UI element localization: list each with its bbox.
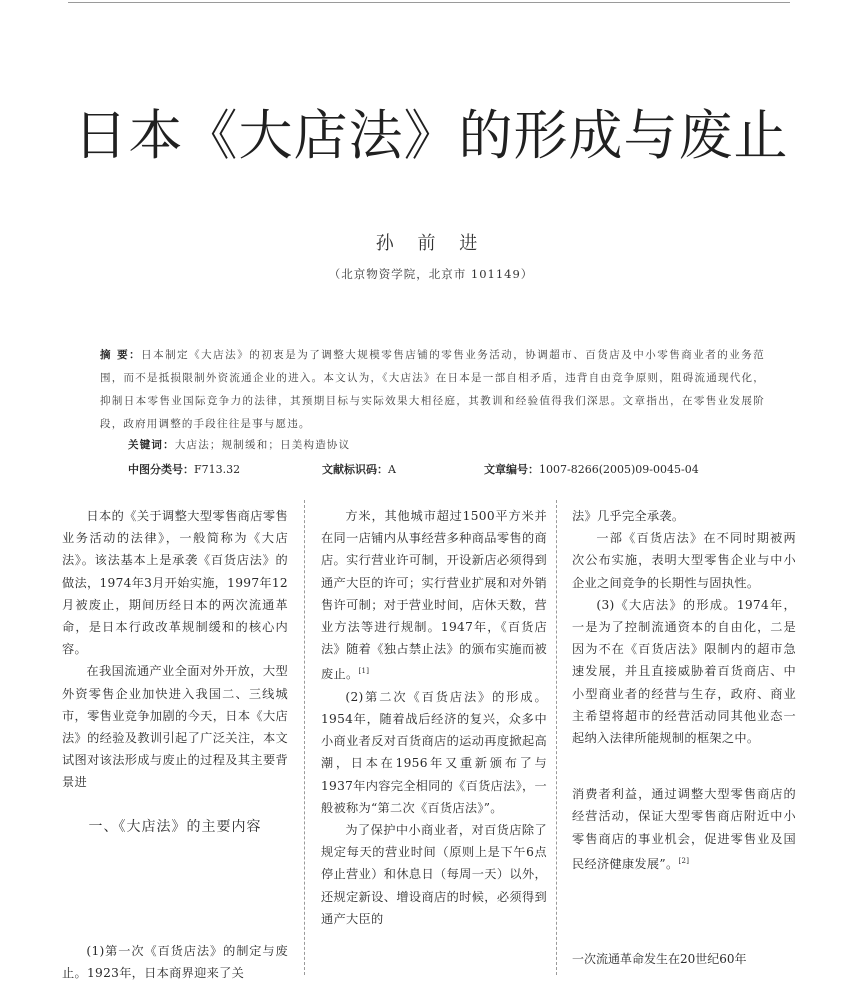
article-title: 日本《大店法》的形成与废止 [73,104,789,167]
clc-number [128,461,240,477]
clc-label: 中图分类号： [128,463,194,476]
article-no-value: 1007-8266(2005)09-0045-04 [539,463,699,476]
section-heading: 一、《大店法》的主要内容 [88,818,262,835]
blurred-region [62,854,288,940]
paragraph: (3)《大店法》的形成。1974年，一是为了控制流通资本的自由化，二是因为不在《百货店法》限制内的超市急速发展，并且直接威胁着百货商店、中小型商业者的经营与生存，政府、商业主希望将超市的经营活动同其他业态一起纳入法律所能规制的框架之中。 [572,597,796,746]
paragraph-text: 方米，其他城市超过1500平方米并在同一店铺内从事经营多种商品零售的商店。实行营业许可制，开设新店必须得到通产大臣的许可；实行营业扩展和对外销售许可制；对于营业时间，店休天数，营业方法等进行规制。1947年，《百货店法》随着《独占禁止法》的颁布实施而被废止。 [321,509,547,682]
keywords-label: 关键词： [128,439,175,451]
article-no-label: 文章编号： [484,463,539,476]
doc-code-label: 文献标识码： [322,463,388,476]
paragraph [572,783,796,875]
paragraph: 法》几乎完全承袭。 [572,509,685,523]
paragraph [321,505,547,686]
document-code [322,461,396,477]
article-number [484,461,699,477]
paragraph: (2)第二次《百货店法》的形成。1954年，随着战后经济的复兴，众多中小商业者反对百货商店的运动再度掀起高潮，日本在1956年又重新颁布了与1937年内容完全相同的《百货店法》，一般被称为“第二次《百货店法》”。 [321,689,547,815]
body-column-2 [321,505,547,930]
body-column-3 [572,505,796,875]
top-rule [68,2,790,3]
paragraph: 一部《百货店法》在不同时期被两次公布实施，表明大型零售企业与中小企业之间竞争的长期性与固执性。 [572,531,796,590]
abstract [100,344,765,436]
abstract-text: 日本制定《大店法》的初衷是为了调整大规模零售店铺的零售业务活动，协调超市、百货店及中小零售商业者的业务范围，而不是抵损限制外资流通企业的进入。本文认为，《大店法》在日本是一部自相矛盾，违背自由竞争原则，阻碍流通现代化，抑制日本零售业国际竞争力的法律，其预期目标与实际效果大相径庭，其教训和经验值得我们深思。文章指出，在零售业发展阶段，政府用调整的手段往往是事与愿违。 [100,349,765,430]
paragraph: 在我国流通产业全面对外开放，大型外资零售企业加快进入我国二、三线城市，零售业竞争加剧的今天，日本《大店法》的经验及教训引起了广泛关注，本文试图对该法形成与废止的过程及其主要背景进 [62,664,288,790]
body-column-1 [62,505,288,984]
paragraph: 日本的《关于调整大型零售商店零售业务活动的法律》，一般简称为《大店法》。该法基本上是承袭《百货店法》的做法，1974年3月开始实施，1997年12月被废止，期间历经日本的两次流通革命，是日本行政改革规制缓和的核心内容。 [62,509,288,657]
citation-ref: [1] [358,667,370,676]
column-divider-2 [556,500,557,975]
blurred-region [572,749,796,783]
paragraph: (1)第一次《百货店法》的制定与废止。1923年，日本商界迎来了关 [62,943,288,981]
author-name: 孙 前 进 [375,233,487,254]
citation-ref: [2] [678,856,690,865]
keywords [128,437,350,452]
author-affiliation: （北京物资学院，北京市 101149） [328,267,534,281]
doc-code-value: A [388,463,396,476]
paragraph: 一次流通革命发生在20世纪60年 [572,952,747,966]
keywords-text: 大店法；规制缓和；日美构造协议 [174,439,351,451]
paragraph-text: 消费者利益，通过调整大型零售商店的经营活动，保证大型零售商店附近中小零售商店的事业机会，促进零售业及国民经济健康发展”。 [572,787,796,871]
abstract-label: 摘 要： [100,349,142,361]
clc-value: F713.32 [194,463,241,476]
paragraph: 为了保护中小商业者，对百货店除了规定每天的营业时间（原则上是下午6点停止营业）和休息日（每周一天）以外，还规定新设、增设商店的时候，必须得到通产大臣的 [321,822,547,926]
column-divider-1 [304,500,305,975]
